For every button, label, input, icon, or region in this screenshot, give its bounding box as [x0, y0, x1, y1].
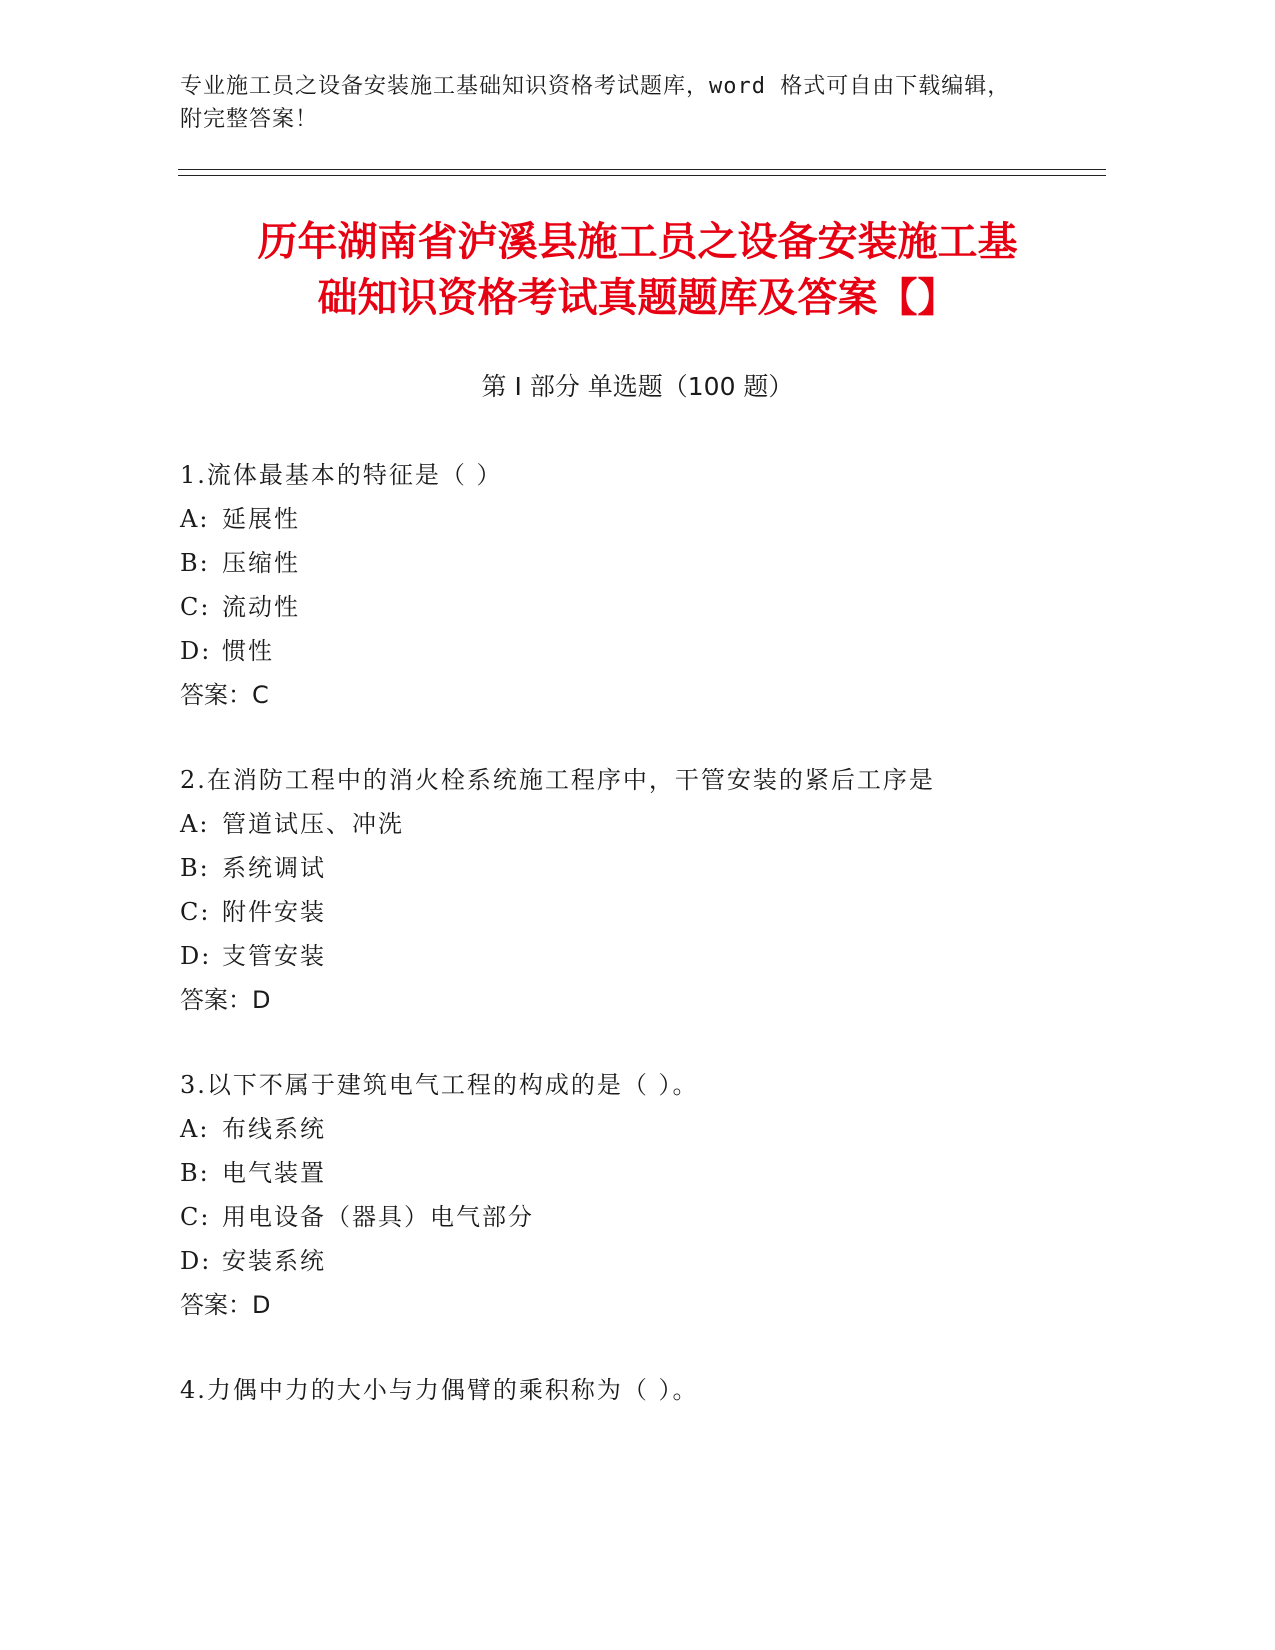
option-letter: A: — [180, 1115, 210, 1143]
answer-line — [180, 978, 1110, 1022]
question-stem: 4.力偶中力的大小与力偶臂的乘积称为（ ）。 — [180, 1376, 699, 1404]
document-title-line-1: 历年湖南省泸溪县施工员之设备安装施工基 — [257, 219, 1018, 265]
section-title: 第 I 部分 单选题（100 题） — [481, 372, 794, 401]
question-option — [180, 585, 1110, 629]
question-option — [180, 1239, 1110, 1283]
question-item — [180, 453, 1110, 717]
header-divider-top — [178, 169, 1106, 170]
header-divider-bottom — [178, 175, 1106, 176]
option-text: 用电设备（器具）电气部分 — [222, 1203, 534, 1231]
option-letter: D: — [180, 942, 212, 970]
answer-label: 答案： — [180, 1291, 252, 1319]
question-option — [180, 802, 1110, 846]
question-stem: 2.在消防工程中的消火栓系统施工程序中，干管安装的紧后工序是 — [180, 766, 935, 794]
question-option — [180, 1195, 1110, 1239]
option-letter: D: — [180, 1247, 212, 1275]
question-stem: 1.流体最基本的特征是（ ） — [180, 461, 503, 489]
question-item — [180, 1063, 1110, 1327]
question-option — [180, 1107, 1110, 1151]
answer-label: 答案： — [180, 986, 252, 1014]
option-letter: C: — [180, 1203, 211, 1231]
answer-value: C — [252, 681, 269, 709]
answer-line — [180, 673, 1110, 717]
question-item — [180, 758, 1110, 1022]
question-option — [180, 629, 1110, 673]
question-option — [180, 846, 1110, 890]
option-text: 流动性 — [222, 593, 300, 621]
option-letter: A: — [180, 505, 210, 533]
question-option — [180, 541, 1110, 585]
header-note — [180, 70, 1100, 136]
document-title-line-2: 础知识资格考试真题题库及答案【】 — [317, 275, 958, 321]
option-text: 管道试压、冲洗 — [222, 810, 404, 838]
option-letter: B: — [180, 549, 210, 577]
question-stem: 3.以下不属于建筑电气工程的构成的是（ ）。 — [180, 1071, 699, 1099]
option-letter: B: — [180, 854, 210, 882]
option-letter: A: — [180, 810, 210, 838]
option-letter: B: — [180, 1159, 210, 1187]
question-option — [180, 1151, 1110, 1195]
option-text: 布线系统 — [222, 1115, 326, 1143]
question-option — [180, 497, 1110, 541]
question-list — [180, 453, 1110, 1453]
option-text: 支管安装 — [222, 942, 326, 970]
answer-value: D — [252, 986, 271, 1014]
question-option — [180, 934, 1110, 978]
answer-line — [180, 1283, 1110, 1327]
option-text: 安装系统 — [222, 1247, 326, 1275]
option-text: 电气装置 — [222, 1159, 326, 1187]
option-text: 延展性 — [222, 505, 300, 533]
option-text: 惯性 — [222, 637, 274, 665]
document-title — [160, 214, 1115, 326]
header-note-line-1: 专业施工员之设备安装施工基础知识资格考试题库，word 格式可自由下载编辑， — [180, 74, 1011, 99]
option-text: 附件安装 — [222, 898, 326, 926]
option-letter: C: — [180, 898, 211, 926]
answer-value: D — [252, 1291, 271, 1319]
question-option — [180, 890, 1110, 934]
header-note-line-2: 附完整答案！ — [180, 107, 319, 132]
answer-label: 答案： — [180, 681, 252, 709]
option-letter: D: — [180, 637, 212, 665]
question-item — [180, 1368, 1110, 1412]
option-letter: C: — [180, 593, 211, 621]
option-text: 压缩性 — [222, 549, 300, 577]
option-text: 系统调试 — [222, 854, 326, 882]
